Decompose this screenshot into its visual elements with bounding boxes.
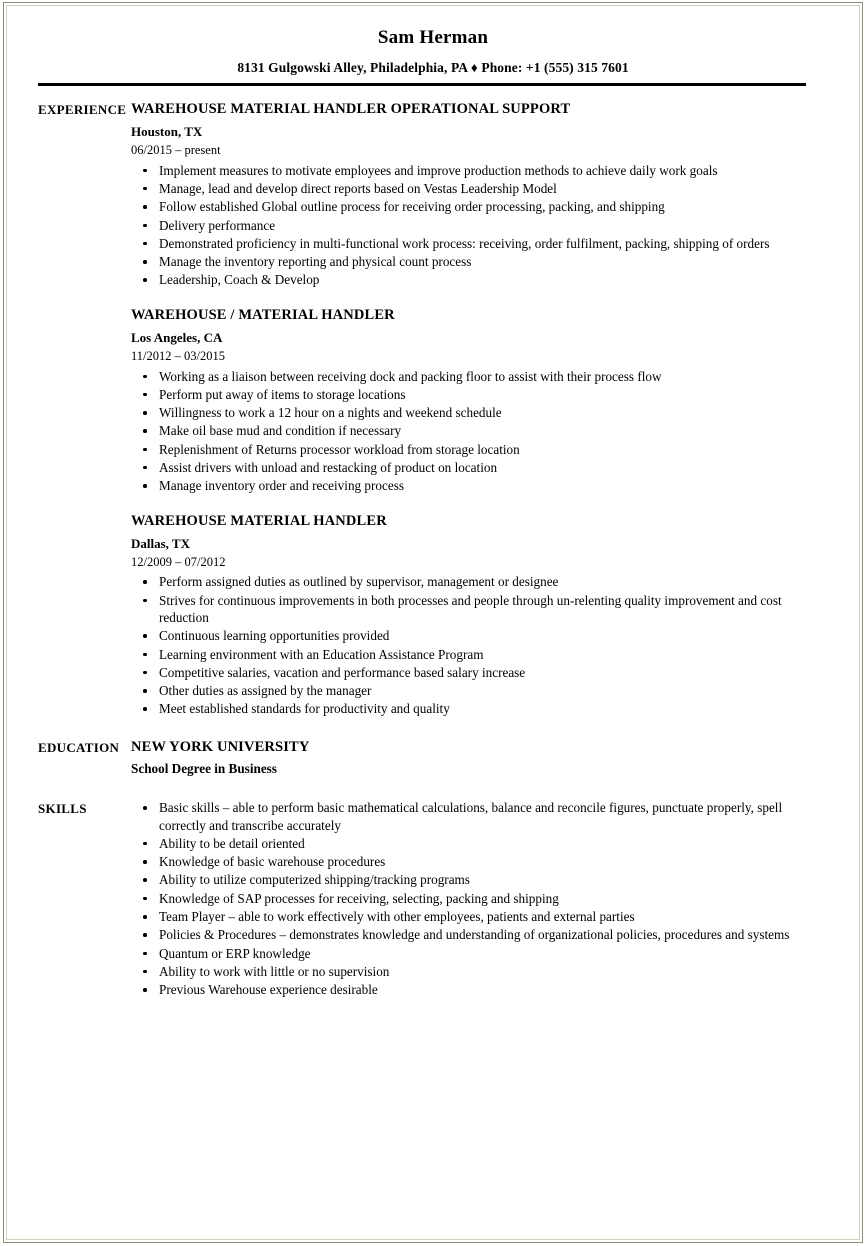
skill-bullet: Ability to work with little or no supervision <box>131 963 818 980</box>
education-entries <box>131 738 866 779</box>
skill-bullet: Knowledge of basic warehouse procedures <box>131 853 818 870</box>
job-bullet: Learning environment with an Education Assistance Program <box>131 646 818 663</box>
job-bullet-list <box>131 162 818 289</box>
section-education <box>0 738 866 779</box>
job-title: WAREHOUSE MATERIAL HANDLER OPERATIONAL SUPPORT <box>131 100 571 117</box>
job-bullet: Strives for continuous improvements in both processes and people through un-relenting quality improvement and cost reduction <box>131 592 818 627</box>
job-bullet: Demonstrated proficiency in multi-functional work process: receiving, order fulfilment, packing, shipping of orders <box>131 235 818 252</box>
skill-bullet: Basic skills – able to perform basic mathematical calculations, balance and reconcile figures, punctuate properly, spell correctly and transcribe accurately <box>131 799 818 834</box>
job-bullet-list <box>131 573 818 717</box>
job-bullet: Perform put away of items to storage locations <box>131 386 818 403</box>
job-bullet: Competitive salaries, vacation and performance based salary increase <box>131 664 818 681</box>
job-dates: 11/2012 – 03/2015 <box>131 349 225 364</box>
job-bullet: Assist drivers with unload and restacking of product on location <box>131 459 818 476</box>
job-bullet: Leadership, Coach & Develop <box>131 271 818 288</box>
job-entry <box>131 306 818 495</box>
job-bullet: Make oil base mud and condition if necessary <box>131 422 818 439</box>
job-entry <box>131 100 818 289</box>
job-dates: 12/2009 – 07/2012 <box>131 554 226 569</box>
job-title: WAREHOUSE / MATERIAL HANDLER <box>131 306 395 323</box>
section-experience <box>0 100 866 719</box>
job-location: Dallas, TX <box>131 536 190 552</box>
section-label-experience: EXPERIENCE <box>38 101 127 117</box>
job-dates: 06/2015 – present <box>131 143 221 158</box>
skill-bullet: Team Player – able to work effectively with other employees, patients and external parties <box>131 908 818 925</box>
resume-header <box>0 0 866 76</box>
job-location: Houston, TX <box>131 124 203 140</box>
job-entry <box>131 512 818 718</box>
job-bullet: Manage, lead and develop direct reports based on Vestas Leadership Model <box>131 180 818 197</box>
job-bullet: Manage the inventory reporting and physical count process <box>131 253 818 270</box>
skill-bullet: Ability to utilize computerized shipping/tracking programs <box>131 871 818 888</box>
job-bullet-list <box>131 368 818 495</box>
job-bullet: Other duties as assigned by the manager <box>131 682 818 699</box>
skill-bullet: Ability to be detail oriented <box>131 835 818 852</box>
contact-line: 8131 Gulgowski Alley, Philadelphia, PA ♦ Phone: +1 (555) 315 7601 <box>237 59 629 75</box>
job-bullet: Manage inventory order and receiving process <box>131 477 818 494</box>
resume-body <box>0 86 866 1000</box>
job-bullet: Delivery performance <box>131 217 818 234</box>
job-bullet: Meet established standards for productivity and quality <box>131 700 818 717</box>
skill-bullet: Knowledge of SAP processes for receiving, selecting, packing and shipping <box>131 890 818 907</box>
education-school: NEW YORK UNIVERSITY <box>131 738 310 755</box>
section-label-education: EDUCATION <box>38 739 120 755</box>
candidate-name: Sam Herman <box>377 27 489 48</box>
job-bullet: Willingness to work a 12 hour on a nights and weekend schedule <box>131 404 818 421</box>
job-bullet: Working as a liaison between receiving dock and packing floor to assist with their process flow <box>131 368 818 385</box>
job-location: Los Angeles, CA <box>131 330 223 346</box>
education-degree: School Degree in Business <box>131 761 277 777</box>
skill-bullet: Policies & Procedures – demonstrates knowledge and understanding of organizational policies, procedures and systems <box>131 926 818 943</box>
job-bullet: Perform assigned duties as outlined by supervisor, management or designee <box>131 573 818 590</box>
experience-entries <box>131 100 866 719</box>
section-skills <box>0 797 866 999</box>
skill-bullet: Quantum or ERP knowledge <box>131 945 818 962</box>
job-bullet: Continuous learning opportunities provided <box>131 627 818 644</box>
skill-bullet: Previous Warehouse experience desirable <box>131 981 818 998</box>
job-bullet: Implement measures to motivate employees and improve production methods to achieve daily work goals <box>131 162 818 179</box>
section-label-skills: SKILLS <box>38 801 87 817</box>
skills-entries <box>131 797 866 999</box>
job-bullet: Follow established Global outline process for receiving order processing, packing, and shipping <box>131 198 818 215</box>
job-bullet: Replenishment of Returns processor workload from storage location <box>131 441 818 458</box>
skills-bullet-list <box>131 799 818 998</box>
job-title: WAREHOUSE MATERIAL HANDLER <box>131 512 387 529</box>
